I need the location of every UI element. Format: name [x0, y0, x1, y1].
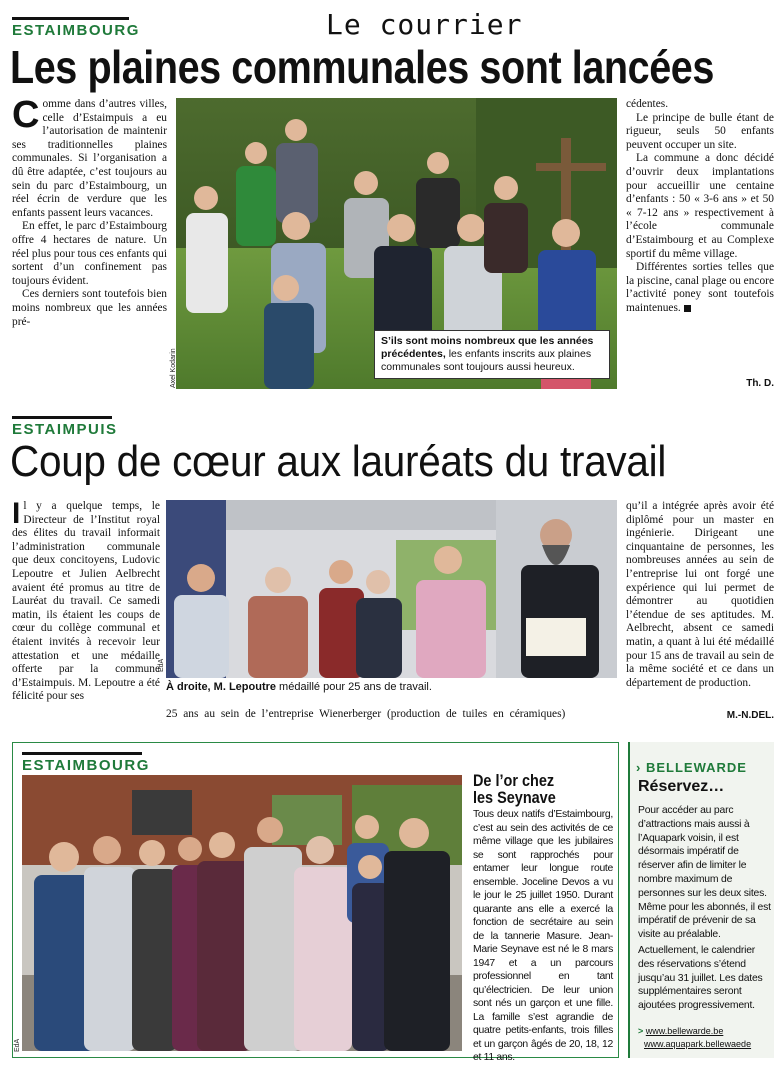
article2-photo-caption: [166, 681, 617, 693]
end-mark-icon: [684, 305, 691, 312]
article1-paragraph: Le principe de bulle étant de rigueur, seuls 50 enfants peuvent occuper un site.: [626, 111, 774, 151]
article2-column-right: [626, 500, 774, 724]
article2-headline: Coup de cœur aux lauréats du travail: [10, 437, 667, 486]
article1-photo-credit: Axel Kodarin: [170, 348, 177, 388]
article1-paragraph: omme dans d’autres villes, celle d’Estaimpuis a eu l’autorisation de maintenir ses traditionnelles plaines communales. Si l’organisation a dû être adaptée, c’est toujours au sein du parc d’Estaimbourg, un réel écrin de verdure que les enfants passent leurs vacances.: [12, 98, 167, 219]
article2-photo-credit: EdA: [158, 658, 165, 672]
article2-signature: M.-N.DEL.: [726, 710, 774, 721]
laureates-photo-illustration: [166, 500, 617, 678]
article1-paragraph: En effet, le parc d’Estaimbourg offre 4 hectares de nature. Un réel plus pour tous ces enfants qui sortent d’un confinement pas toujours évident.: [12, 220, 168, 287]
caption-text: les enfants inscrits aux plaines communales sont toujours aussi heureux.: [381, 348, 592, 373]
article1-signature: Th. D.: [746, 378, 774, 389]
jubilee-photo-illustration: [22, 775, 462, 1051]
article3-body: Tous deux natifs d’Estaimbourg, c’est au sein des activités de ce même village que les jubilaires se sont rapprochés pour entamer leur longue route ensemble. Joceline Devos a vu le jour le 25 juillet 1950. Durant quarante ans elle a exercé la fonction de secrétaire au sein de la tannerie Masure. Jean-Marie Seynave est né le 8 mars 1947 et a un parcours professionnel en tant qu’électricien. De leur union sont nés un garçon et une fille. La famille s’est agrandie de quatre petits-enfants, trois filles et un garçon âgés de 20, 18, 12 et 11 ans.: [473, 809, 613, 1063]
article4-kicker: [636, 760, 772, 775]
article3-kicker: ESTAIMBOURG: [22, 752, 142, 774]
link-bellewarde[interactable]: www.bellewarde.be: [645, 1026, 724, 1036]
article4-paragraph: Actuellement, le calendrier des réservations s’étend jusqu’au 31 juillet. Les dates supplémentaires seront ajoutées progressivement.: [638, 944, 763, 1012]
article4-links: [638, 1025, 772, 1051]
article4-title: Réservez…: [638, 778, 725, 795]
article1-paragraph: Différentes sorties telles que la piscine, canal plage ou encore l’activité poney sont toutefois maintenues.: [626, 261, 775, 314]
article1-paragraph: Ces derniers sont toutefois bien moins nombreux que les années pré-: [12, 288, 167, 328]
article2-paragraph: l y a quelque temps, le Directeur de l’Institut royal des élites du travail informait l’administration communale que deux concitoyens, Ludovic Lepoutre et Julien Aelbrecht avaient été promus au titre de Lauréat du travail. Ce samedi matin, ils étaient les coups de cœur du collège communal et étaient invités à recevoir leur attestation et une médaille offerte par la commune d’Estaimpuis. M. Lepoutre a été félicité pour ses: [12, 500, 160, 703]
masthead: Le courrier: [326, 8, 523, 41]
article1-column-right: [626, 98, 774, 378]
article4-kicker-text: BELLEWARDE: [645, 760, 747, 775]
link-aquapark[interactable]: www.aquapark.bellewaede: [644, 1039, 752, 1049]
arrow-icon: >: [638, 1026, 644, 1036]
article1-dropcap: C: [12, 94, 40, 136]
article3-photo-credit: EdA: [14, 1038, 21, 1052]
article1-paragraph: cédentes.: [626, 98, 669, 110]
article1-kicker: ESTAIMBOURG: [12, 17, 129, 39]
article3-photo-jubilee: [22, 775, 462, 1051]
article1-column-left: [12, 94, 168, 388]
article2-column-left: [12, 497, 160, 722]
article1-photo-children: [176, 98, 617, 389]
article2-continuation: 25 ans au sein de l’entreprise Wienerberger (production de tuiles en céramiques): [166, 708, 566, 720]
chevron-right-icon: ›: [636, 760, 646, 775]
article4-body: [638, 804, 772, 1013]
article2-paragraph: qu’il a intégrée après avoir été diplômé pour un master en ingénierie. Dirigeant une cinquantaine de personnes, les nombreuses années au sein de l’entreprise lui ont forgé une expérience qui lui permet de démontrer au quotidien l’étendue de ses aptitudes. M. Aelbrecht, absent ce samedi matin, a quant à lui été médaillé pour 15 ans de travail au sein de la même société et ce dans un département de production.: [626, 500, 774, 689]
article3-title: De l’or chez les Seynave: [473, 771, 556, 807]
article1-headline: Les plaines communales sont lancées: [10, 41, 714, 93]
caption-text: médaillé pour 25 ans de travail.: [276, 681, 432, 693]
caption-bold: À droite, M. Lepoutre: [166, 681, 276, 693]
article2-kicker: ESTAIMPUIS: [12, 416, 112, 438]
article2-dropcap: I: [12, 497, 21, 530]
article1-paragraph: La commune a donc décidé d’ouvrir deux implantations pour accueillir une centaine d’enfants : 50 « 3-6 ans » et 50 « 7-12 ans » respectivement à l’école communale d’Estaimbourg et au Complexe sportif du même village.: [626, 152, 774, 260]
caption-bold: S’ils sont moins nombreux que les années précédentes,: [381, 335, 594, 360]
article4-paragraph: Pour accéder au parc d’attractions mais aussi à l’Aquapark voisin, il est désormais impératif de réserver afin de limiter le nombre maximum de personnes sur les deux sites. Même pour les abonnés, il est impératif de prévenir de sa visite au préalable.: [638, 805, 771, 941]
article2-photo-laureates: [166, 500, 617, 678]
article1-photo-caption: [374, 330, 610, 379]
